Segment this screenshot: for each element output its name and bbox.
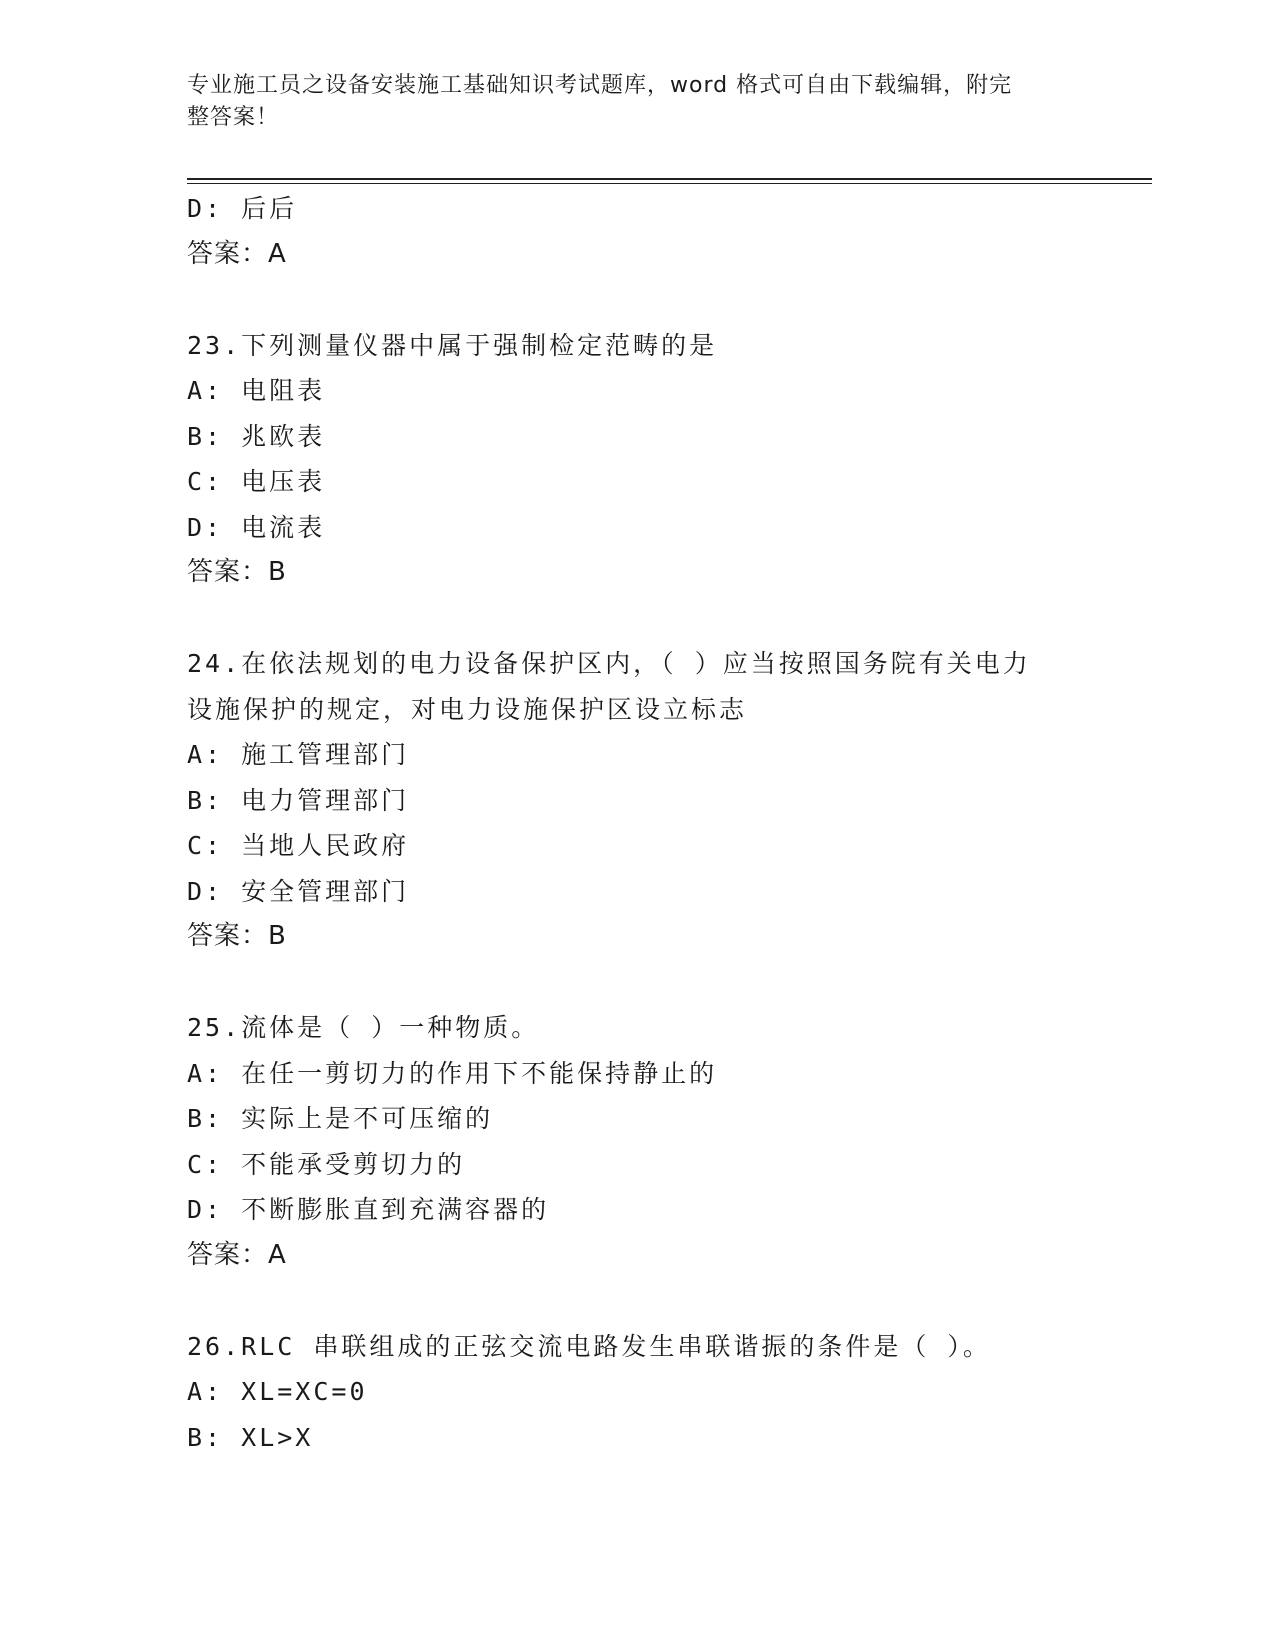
question-26: [187, 1324, 1087, 1461]
question-stem: 23.下列测量仪器中属于强制检定范畴的是: [187, 330, 718, 360]
option-c: C: 当地人民政府: [187, 831, 410, 860]
carry-answer: 答案：A: [187, 238, 287, 269]
header-rule-thick: [187, 178, 1152, 180]
option-a: A: XL=XC=0: [187, 1377, 368, 1406]
header-rule-thin: [187, 183, 1152, 184]
question-23: [187, 323, 1087, 596]
answer: 答案：B: [187, 921, 287, 951]
header-line-2: 整答案！: [187, 105, 280, 130]
spacer: [187, 596, 1087, 642]
option-b: B: 实际上是不可压缩的: [187, 1104, 494, 1133]
option-a: A: 施工管理部门: [187, 740, 410, 769]
option-d: D: 不断膨胀直到充满容器的: [187, 1195, 550, 1224]
question-stem: 25.流体是（ ）一种物质。: [187, 1013, 540, 1042]
option-a: A: 在任一剪切力的作用下不能保持静止的: [187, 1058, 718, 1088]
answer: 答案：A: [187, 1239, 287, 1270]
spacer: [187, 960, 1087, 1006]
question-list: [187, 186, 1087, 1460]
question-24: [187, 641, 1087, 960]
carry-option-d: D: 后后: [187, 194, 298, 223]
option-a: A: 电阻表: [187, 376, 326, 405]
option-d: D: 电流表: [187, 512, 326, 542]
spacer: [187, 277, 1087, 323]
option-c: C: 电压表: [187, 467, 326, 496]
question-25: [187, 1005, 1087, 1278]
question-stem-line-2: 设施保护的规定，对电力设施保护区设立标志: [187, 694, 748, 724]
document-header: [187, 70, 1067, 134]
spacer: [187, 1278, 1087, 1324]
option-c: C: 不能承受剪切力的: [187, 1149, 466, 1179]
option-b: B: 兆欧表: [187, 421, 326, 451]
question-stem-line-1: 24.在依法规划的电力设备保护区内，（ ）应当按照国务院有关电力: [187, 649, 1031, 678]
question-stem: 26.RLC 串联组成的正弦交流电路发生串联谐振的条件是（ ）。: [187, 1331, 991, 1361]
option-b: B: 电力管理部门: [187, 785, 410, 815]
option-b: B: XL>X: [187, 1422, 314, 1452]
header-line-1: 专业施工员之设备安装施工基础知识考试题库，word 格式可自由下载编辑，附完: [187, 73, 1013, 98]
option-d: D: 安全管理部门: [187, 876, 410, 906]
answer: 答案：B: [187, 557, 287, 587]
